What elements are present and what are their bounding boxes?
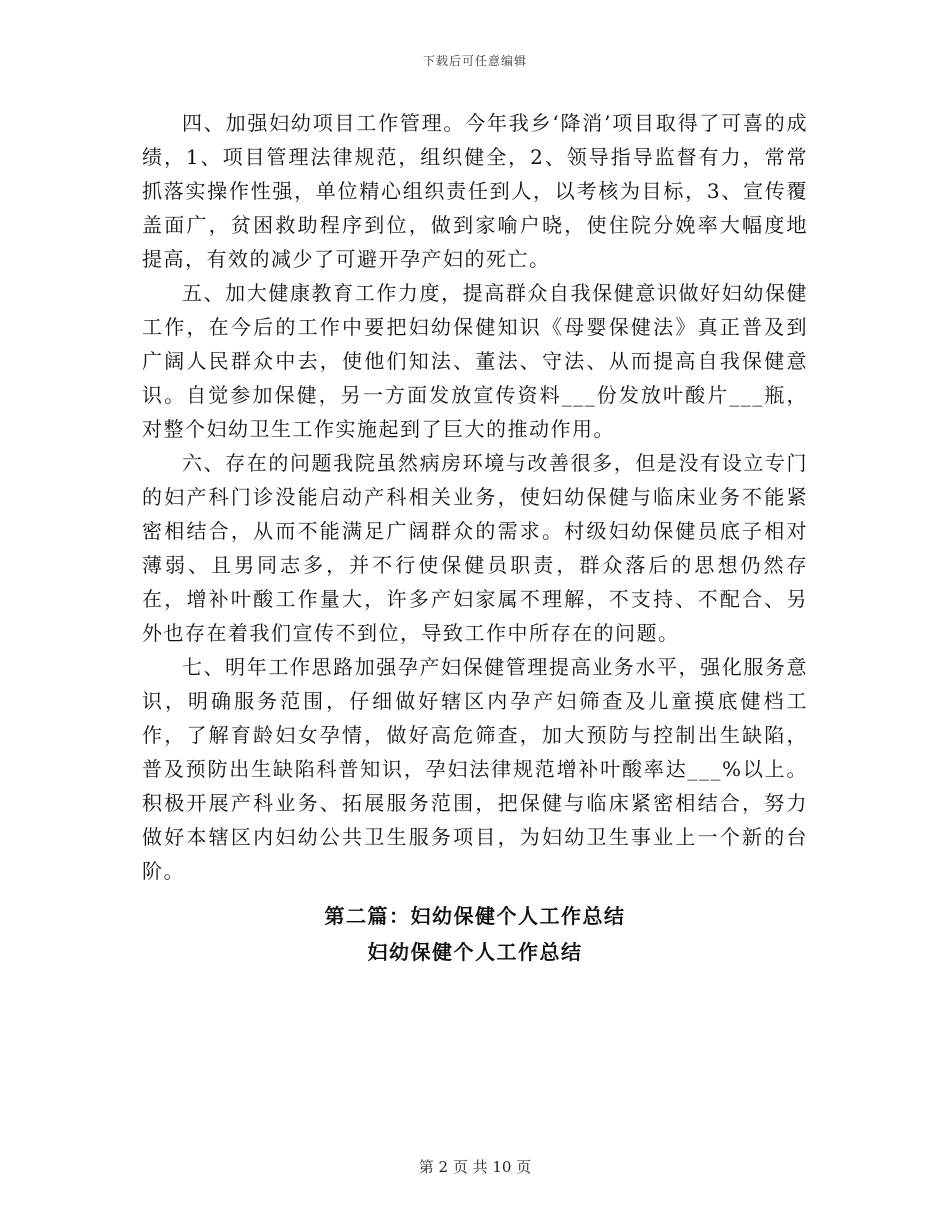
paragraph-six: 六、存在的问题我院虽然病房环境与改善很多，但是没有设立专门的妇产科门诊没能启动产科相关业务，使妇幼保健与临床业务不能紧密相结合，从而不能满足广阔群众的需求。村级妇幼保健员底子相对薄弱、且男同志多，并不行使保健员职责，群众落后的思想仍然存在，增补叶酸工作量大，许多产妇家属不理解，不支持、不配合、另外也存在着我们宣传不到位，导致工作中所存在的问题。: [142, 451, 808, 645]
part-two-heading: 第二篇：妇幼保健个人工作总结: [324, 904, 626, 928]
paragraph-four: 四、加强妇幼项目工作管理。今年我乡‘降消’项目取得了可喜的成绩，1、项目管理法律规范，组织健全，2、领导指导监督有力，常常抓落实操作性强，单位精心组织责任到人，以考核为目标，3、宣传覆盖面广，贫困救助程序到位，做到家喻户晓，使住院分娩率大幅度地提高，有效的减少了可避开孕产妇的死亡。: [142, 111, 808, 271]
document-title: 妇幼保健个人工作总结: [367, 940, 583, 964]
page-number: 第 2 页 共 10 页: [418, 1158, 532, 1176]
paragraph-five: 五、加大健康教育工作力度，提高群众自我保健意识做好妇幼保健工作，在今后的工作中要把妇幼保健知识《母婴保健法》真正普及到广阔人民群众中去，使他们知法、董法、守法、从而提高自我保健意识。自觉参加保健，另一方面发放宣传资料___份发放叶酸片___瓶，对整个妇幼卫生工作实施起到了巨大的推动作用。: [142, 281, 808, 441]
header-edit-note: 下载后可任意编辑: [422, 54, 527, 68]
document-body: [142, 106, 808, 970]
paragraph-seven: 七、明年工作思路加强孕产妇保健管理提高业务水平，强化服务意识，明确服务范围，仔细做好辖区内孕产妇筛查及儿童摸底健档工作，了解育龄妇女孕情，做好高危筛查，加大预防与控制出生缺陷，普及预防出生缺陷科普知识，孕妇法律规范增补叶酸率达___%以上。积极开展产科业务、拓展服务范围，把保健与临床紧密相结合，努力做好本辖区内妇幼公共卫生服务项目，为妇幼卫生事业上一个新的台阶。: [142, 655, 808, 883]
